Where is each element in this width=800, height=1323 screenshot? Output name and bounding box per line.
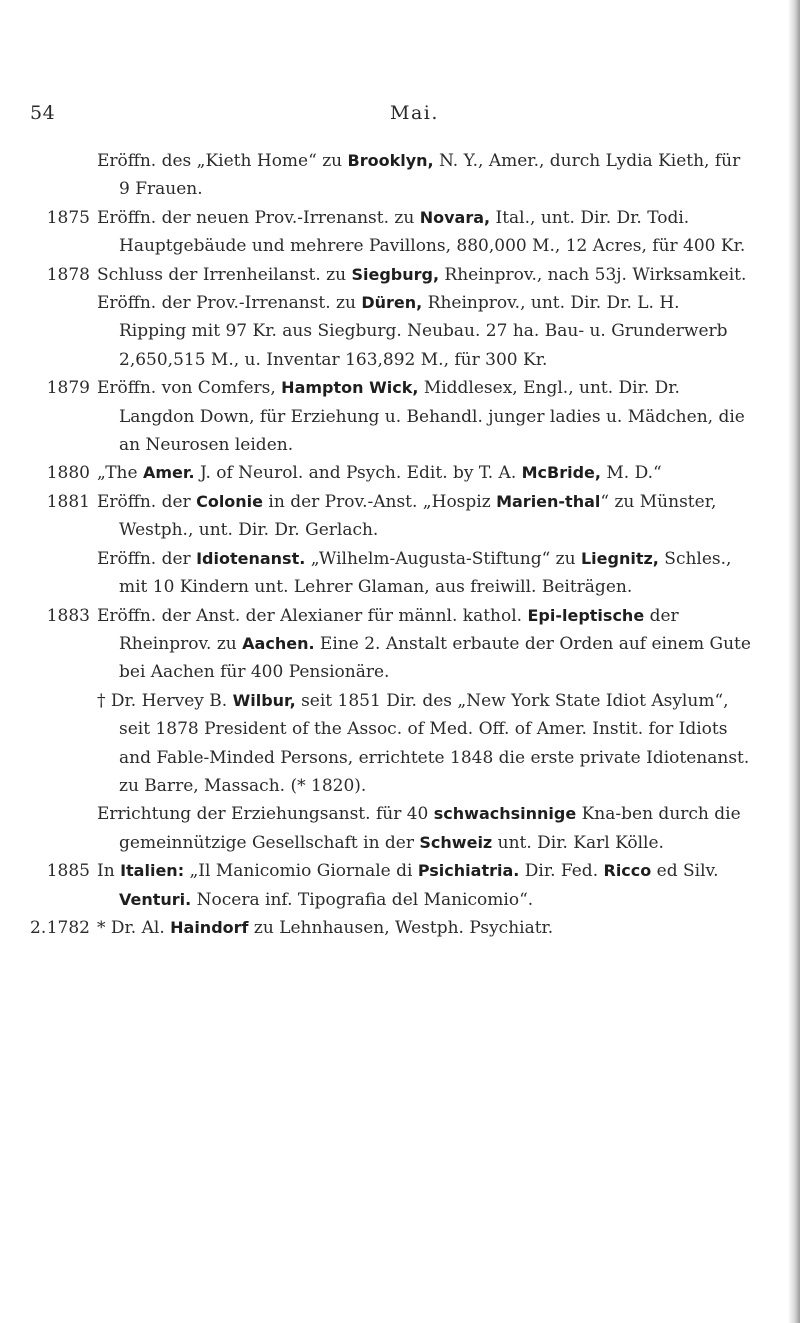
- entry-body: [97, 545, 752, 602]
- emphasized-term: Marien-thal: [496, 491, 601, 511]
- emphasized-term: Wilbur,: [232, 690, 296, 710]
- entry-year: 1880: [46, 463, 90, 484]
- chronology-entries: [0, 147, 780, 942]
- entry-text-run: unt. Dir. Karl Kölle.: [492, 832, 664, 853]
- entry-text: [97, 687, 752, 801]
- emphasized-term: Ricco: [603, 861, 652, 881]
- entry-text: [97, 289, 752, 374]
- entry-text-run: Ital., unt. Dir. Dr. Todi. Hauptgebäude und mehrere Pavillons, 880,000 M., 12 Acres, für 400 Kr.: [119, 207, 746, 257]
- entry-text-run: „Il Manicomio Giornale di: [184, 861, 418, 882]
- emphasized-term: Epi-leptische: [527, 605, 645, 625]
- entry-body: [97, 261, 752, 289]
- chronology-entry: [0, 488, 780, 545]
- entry-text-run: Schluss der Irrenheilanst. zu: [97, 264, 352, 285]
- entry-text-run: M. D.“: [600, 463, 662, 484]
- emphasized-term: Colonie: [196, 491, 264, 511]
- entry-text-run: * Dr. Al.: [97, 917, 171, 938]
- entry-text: [97, 204, 752, 261]
- entry-text-run: Rheinprov., nach 53j. Wirksamkeit.: [439, 264, 747, 285]
- chronology-entry: [0, 857, 780, 914]
- entry-body: [97, 914, 752, 942]
- emphasized-term: Idiotenanst.: [196, 548, 306, 568]
- entry-text: [97, 147, 752, 204]
- entry-text-run: Nocera inf. Tipografia del Manicomio“.: [191, 889, 534, 910]
- entry-text-run: Eröffn. des „Kieth Home“ zu: [97, 151, 348, 171]
- chronology-entry: [0, 914, 780, 942]
- entry-text: [97, 857, 752, 914]
- entry-text-run: der Rheinprov. zu: [119, 605, 679, 654]
- chronology-entry: [0, 545, 780, 602]
- entry-text: [97, 914, 752, 942]
- entry-text: [97, 261, 752, 289]
- chronology-entry: [0, 687, 780, 801]
- entry-text-run: „Wilhelm-Augusta-Stiftung“ zu: [305, 548, 581, 569]
- entry-body: [97, 800, 752, 857]
- emphasized-term: Haindorf: [170, 917, 249, 937]
- entry-text: [97, 488, 752, 545]
- entry-year: 1881: [46, 491, 90, 512]
- entry-text-run: seit 1851 Dir. des „New York State Idiot Asylum“, seit 1878 President of the Assoc. of Med. Off. of Amer. Instit. for Idiots and Fable-Minded Persons, errichtete 1848 die erste private Idiotenanst. zu Barre, Massach. (* 1820).: [119, 690, 750, 796]
- emphasized-term: Siegburg,: [351, 264, 440, 284]
- emphasized-term: Venturi.: [119, 889, 192, 909]
- entry-year: 1879: [46, 378, 90, 399]
- running-head: Mai.: [390, 102, 439, 124]
- entry-text-run: Eröffn. von Comfers,: [97, 378, 282, 399]
- entry-text-run: Errichtung der Erziehungsanst. für 40: [97, 804, 434, 825]
- entry-text-run: „The: [97, 463, 143, 484]
- chronology-entry: [0, 289, 780, 374]
- chronology-entry: [0, 800, 780, 857]
- emphasized-term: Italien:: [120, 861, 185, 881]
- entry-year: 1875: [46, 207, 90, 228]
- entry-text-run: Kna-ben durch die gemeinnützige Gesellschaft in der: [119, 804, 741, 853]
- entry-text-run: Eröffn. der neuen Prov.-Irrenanst. zu: [97, 207, 420, 228]
- entry-year: 1782: [46, 917, 90, 938]
- entry-body: [97, 857, 752, 914]
- chronology-entry: [0, 147, 780, 204]
- entry-text: [97, 602, 752, 687]
- entry-text-run: † Dr. Hervey B.: [97, 690, 233, 711]
- entry-text-run: Eröffn. der Prov.-Irrenanst. zu: [97, 293, 362, 314]
- emphasized-term: Psichiatria.: [417, 861, 520, 881]
- chronology-entry: [0, 204, 780, 261]
- chronology-entry: [0, 261, 780, 289]
- entry-text-run: J. of Neurol. and Psych. Edit. by T. A.: [194, 463, 522, 484]
- entry-body: [97, 687, 752, 801]
- entry-year: 1883: [46, 605, 90, 626]
- chronology-entry: [0, 602, 780, 687]
- day-number: 2.: [30, 917, 47, 938]
- entry-body: [97, 602, 752, 687]
- page-edge-shadow: [788, 0, 800, 1323]
- entry-text-run: Schles., mit 10 Kindern unt. Lehrer Glaman, aus freiwill. Beiträgen.: [119, 548, 732, 598]
- entry-text-run: in der Prov.-Anst. „Hospiz: [263, 491, 497, 512]
- entry-body: [97, 204, 752, 261]
- entry-text-run: “ zu Münster, Westph., unt. Dir. Dr. Gerlach.: [119, 491, 717, 541]
- entry-text-run: Eröffn. der: [97, 491, 197, 512]
- entry-text-run: Rheinprov., unt. Dir. Dr. L. H. Ripping mit 97 Kr. aus Siegburg. Neubau. 27 ha. Bau- u. Grunderwerb 2,650,515 M., u. Inventar 163,892 M., für 300 Kr.: [119, 293, 728, 370]
- entry-text-run: zu Lehnhausen, Westph. Psychiatr.: [248, 917, 554, 938]
- emphasized-term: Hampton Wick,: [281, 378, 419, 398]
- chronology-entry: [0, 459, 780, 487]
- entry-text-run: Eröffn. der: [97, 548, 197, 569]
- emphasized-term: Düren,: [361, 293, 423, 313]
- entry-text-run: In: [97, 861, 121, 882]
- entry-body: [97, 488, 752, 545]
- entry-text: [97, 545, 752, 602]
- emphasized-term: Schweiz: [419, 832, 493, 852]
- entry-text: [97, 800, 752, 857]
- emphasized-term: schwachsinnige: [433, 804, 577, 824]
- emphasized-term: Liegnitz,: [580, 548, 659, 568]
- entry-text-run: Eine 2. Anstalt erbaute der Orden auf einem Gute bei Aachen für 400 Pensionäre.: [119, 633, 751, 683]
- entry-text-run: Middlesex, Engl., unt. Dir. Dr. Langdon Down, für Erziehung u. Behandl. junger ladies u. Mädchen, die an Neurosen leiden.: [119, 378, 745, 456]
- entry-text: [97, 374, 752, 459]
- entry-body: [97, 147, 752, 204]
- chronology-entry: [0, 374, 780, 459]
- page-number: 54: [30, 102, 56, 124]
- entry-year: 1878: [46, 264, 90, 285]
- entry-body: [97, 374, 752, 459]
- emphasized-term: Aachen.: [242, 633, 315, 653]
- emphasized-term: Amer.: [142, 463, 195, 483]
- entry-body: [97, 459, 752, 487]
- emphasized-term: Brooklyn,: [347, 151, 434, 170]
- entry-year: 1885: [46, 861, 90, 882]
- entry-text-run: Eröffn. der Anst. der Alexianer für männl. kathol.: [97, 605, 528, 626]
- entry-text-run: ed Silv.: [651, 861, 719, 882]
- entry-text-run: Dir. Fed.: [519, 861, 604, 882]
- entry-text: [97, 459, 752, 487]
- entry-body: [97, 289, 752, 374]
- entry-text-run: N. Y., Amer., durch Lydia Kieth, für 9 Frauen.: [119, 151, 741, 200]
- page-header: [30, 102, 590, 128]
- emphasized-term: McBride,: [521, 463, 601, 483]
- emphasized-term: Novara,: [419, 207, 491, 227]
